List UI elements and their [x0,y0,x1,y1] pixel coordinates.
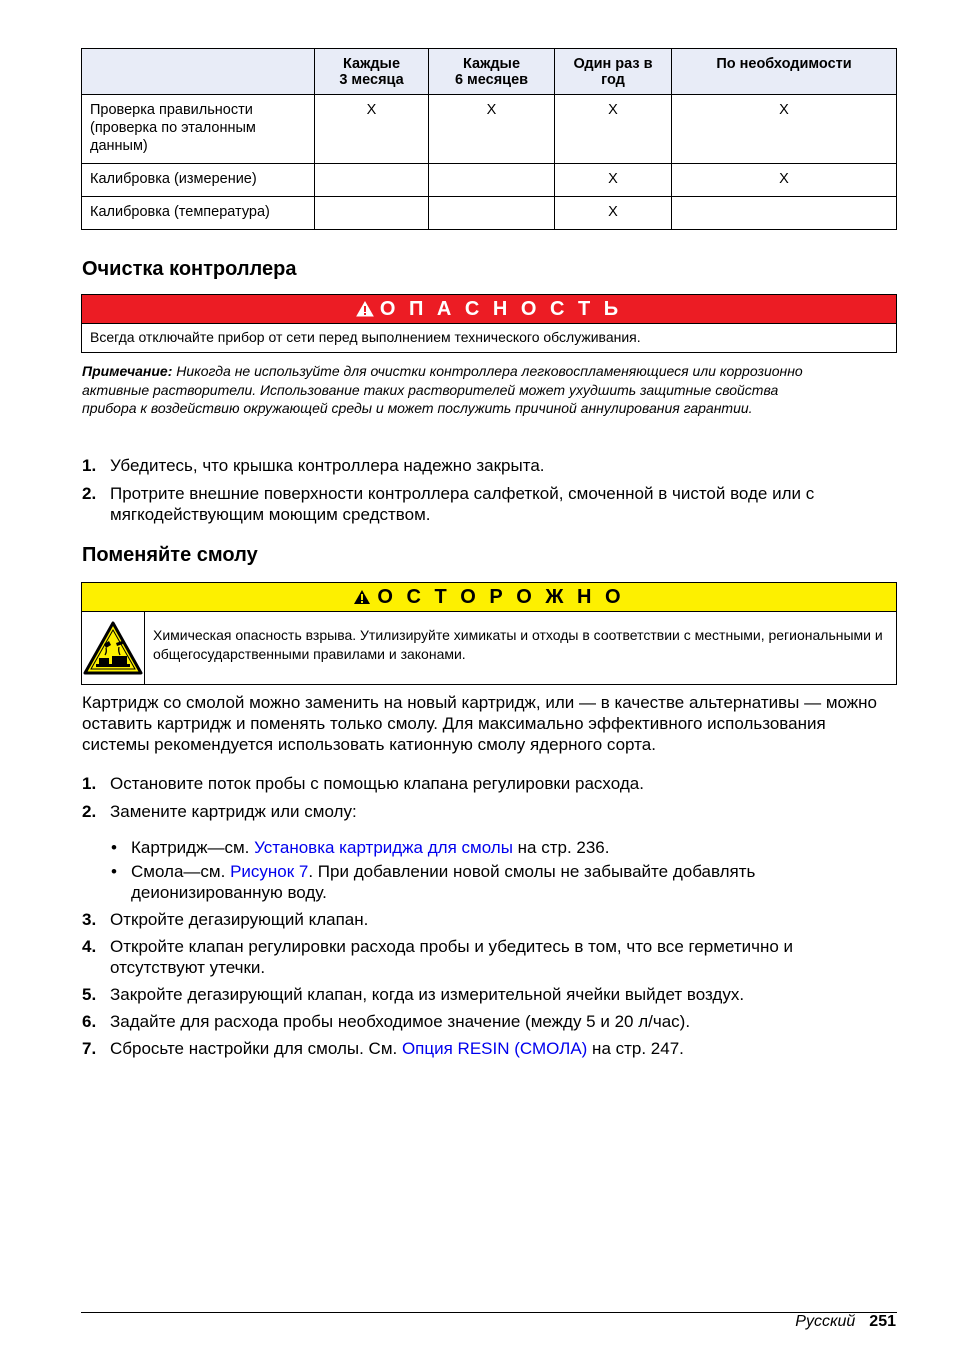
table-header-cell [429,49,555,95]
step-number: 2. [82,484,97,503]
caution-header [82,583,896,612]
step-number: 5. [82,985,97,1004]
table-cell: X [429,95,555,164]
figure-7-link[interactable]: Рисунок 7 [230,862,309,881]
table-row [82,197,897,230]
warning-triangle-icon [356,297,374,325]
bullet-item [111,837,871,858]
step-text: Замените картридж или смолу: [110,802,357,821]
table-cell: X [672,164,897,197]
step-text: Протрите внешние поверхности контроллера салфеткой, смоченной в чистой воде или с мягкодействующим моющим средством. [110,484,815,524]
table-cell: X [315,95,429,164]
section-heading-cleaning: Очистка контроллера [82,258,297,280]
step-number: 4. [82,937,97,956]
note-label: Примечание: [82,363,173,379]
table-cell: X [555,95,672,164]
bullet-prefix: Картридж—см. [131,838,255,857]
step-text: Остановите поток пробы с помощью клапана регулировки расхода. [110,774,644,793]
step-text: Сбросьте настройки для смолы. См. [110,1039,402,1058]
footer-divider [81,1312,897,1313]
maintenance-schedule-table [81,48,897,230]
caution-label: О С Т О Р О Ж Н О [377,586,625,608]
table-header-cell: По необходимости [672,49,897,95]
danger-label: О П А С Н О С Т Ь [379,298,623,320]
chemical-hazard-icon [82,612,145,684]
step-text: Откройте клапан регулировки расхода пробы и убедитесь в том, что все герметично и отсутствуют утечки. [110,937,794,977]
table-header-cell [315,49,429,95]
step-text: Закройте дегазирующий клапан, когда из измерительной ячейки выйдет воздух. [110,985,745,1004]
footer-language: Русский [795,1313,856,1330]
bullet-icon: • [111,838,117,857]
step-number: 1. [82,774,97,793]
resin-option-link[interactable]: Опция RESIN (СМОЛА) [401,1039,588,1058]
step-number: 3. [82,910,97,929]
bullet-suffix: на стр. 236. [512,838,610,857]
note [82,362,822,418]
step-text: Убедитесь, что крышка контроллера надежно закрыта. [110,456,545,475]
header-label: Каждые 3 месяца [339,56,404,88]
step-number: 2. [82,802,97,821]
danger-notice [81,294,897,353]
bullet-suffix: . При добавлении новой смолы не забывайте добавлять деионизированную воду. [131,862,756,902]
bullet-icon: • [111,862,117,881]
list-item [82,909,882,930]
table-cell [429,197,555,230]
list-item [82,936,882,978]
step-number: 7. [82,1039,97,1058]
table-cell [429,164,555,197]
danger-text: Всегда отключайте прибор от сети перед выполнением технического обслуживания. [82,323,896,352]
task-cell: Проверка правильности (проверка по эталонным данным) [82,95,315,164]
step-text-suffix: на стр. 247. [587,1039,684,1058]
step-number: 6. [82,1012,97,1031]
page-number: 251 [869,1313,896,1330]
table-cell: X [555,197,672,230]
list-item [82,801,882,822]
list-item [82,773,882,794]
task-cell: Калибровка (измерение) [82,164,315,197]
table-row [82,164,897,197]
caution-text: Химическая опасность взрыва. Утилизируйте химикаты и отходы в соответствии с местными, региональными и общегосударственными правилами и законами. [153,627,883,662]
list-item [82,483,882,525]
step-text: Откройте дегазирующий клапан. [110,910,369,929]
table-header-cell [82,49,315,95]
table-header-row [82,49,897,95]
header-label: Каждые 6 месяцев [454,56,529,88]
list-item [82,1038,882,1059]
danger-header [82,295,896,323]
step-number: 1. [82,456,97,475]
bullet-prefix: Смола—см. [131,862,231,881]
table-cell [315,164,429,197]
cartridge-install-link[interactable]: Установка картриджа для смолы [254,838,513,857]
list-item [82,984,882,1005]
table-header-cell: Один раз в год [555,49,672,95]
page-footer [795,1313,896,1331]
warning-triangle-icon [353,585,371,613]
table-cell [315,197,429,230]
list-item [82,455,882,476]
table-cell [672,197,897,230]
table-cell: X [672,95,897,164]
bullet-item [111,861,871,903]
table-row [82,95,897,164]
note-text: Никогда не используйте для очистки контроллера легковоспламеняющиеся или коррозионно активные растворители. Использование таких растворителей может ухудшить защитные свойства прибора к воздействию окружающей среды и может послужить причиной аннулирования гарантии. [82,363,803,416]
list-item [82,1011,882,1032]
task-cell: Калибровка (температура) [82,197,315,230]
section-heading-resin: Поменяйте смолу [82,544,258,566]
caution-notice [81,582,897,685]
step-text: Задайте для расхода пробы необходимое значение (между 5 и 20 л/час). [110,1012,691,1031]
intro-paragraph: Картридж со смолой можно заменить на новый картридж, или — в качестве альтернативы — можно оставить картридж и поменять только смолу. Для максимально эффективного использования системы рекомендуется использовать катионную смолу ядерного сорта. [82,693,877,754]
table-cell: X [555,164,672,197]
